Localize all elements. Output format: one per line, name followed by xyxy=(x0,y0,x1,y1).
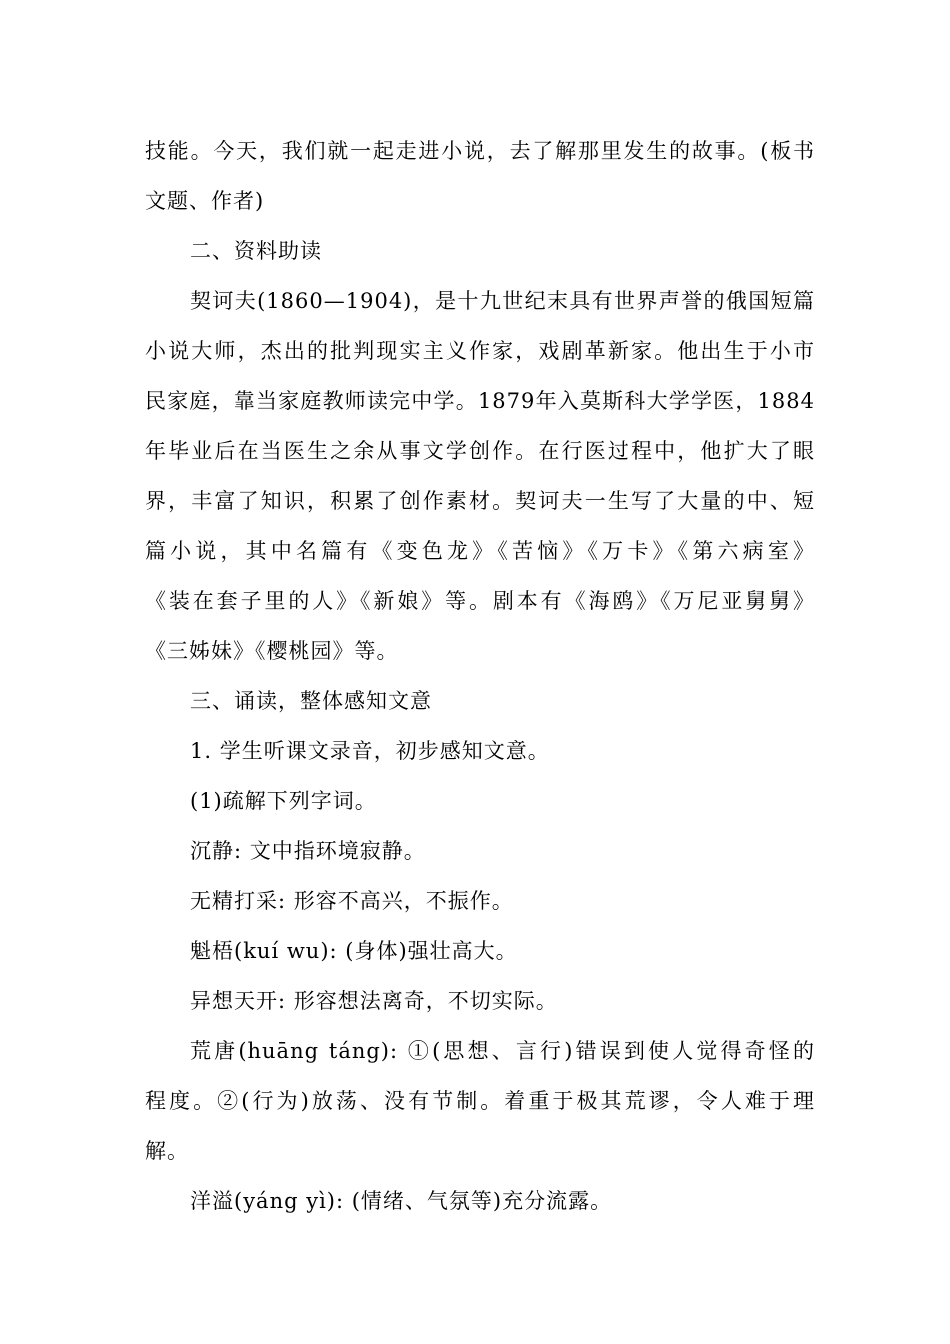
vocab-entry: 沉静: 文中指环境寂静。 xyxy=(190,839,426,863)
vocab-entry: 无精打采: 形容不高兴，不振作。 xyxy=(190,889,514,913)
list-item: 1. 学生听课文录音，初步感知文意。 xyxy=(190,739,550,763)
paragraph-line: 程度。②(行为)放荡、没有节制。着重于极其荒谬，令人难于理 xyxy=(145,1089,815,1113)
vocab-entry: 荒唐(huāng táng): ①(思想、言行)错误到使人觉得奇怪的 xyxy=(190,1039,815,1063)
paragraph-line: 民家庭，靠当家庭教师读完中学。1879年入莫斯科大学学医，1884 xyxy=(145,389,815,413)
section-heading: 二、资料助读 xyxy=(190,239,322,263)
paragraph-line: 《装在套子里的人》《新娘》等。剧本有《海鸥》《万尼亚舅舅》 xyxy=(145,589,815,613)
vocab-entry: 异想天开: 形容想法离奇，不切实际。 xyxy=(190,989,558,1013)
paragraph-line: 《三姊妹》《樱桃园》等。 xyxy=(145,639,399,663)
list-item: (1)疏解下列字词。 xyxy=(190,789,377,813)
paragraph-line: 解。 xyxy=(145,1139,189,1163)
paragraph-line: 契诃夫(1860—1904)，是十九世纪末具有世界声誉的俄国短篇 xyxy=(190,289,815,313)
vocab-entry: 魁梧(kuí wu): (身体)强壮高大。 xyxy=(190,939,518,963)
paragraph-line: 年毕业后在当医生之余从事文学创作。在行医过程中，他扩大了眼 xyxy=(145,439,815,463)
paragraph-line: 小说大师，杰出的批判现实主义作家，戏剧革新家。他出生于小市 xyxy=(145,339,815,363)
paragraph-line: 界，丰富了知识，积累了创作素材。契诃夫一生写了大量的中、短 xyxy=(145,489,815,513)
section-heading: 三、诵读，整体感知文意 xyxy=(190,689,432,713)
paragraph-line: 篇小说，其中名篇有《变色龙》《苦恼》《万卡》《第六病室》 xyxy=(145,539,815,563)
paragraph-line: 技能。今天，我们就一起走进小说，去了解那里发生的故事。(板书 xyxy=(145,139,815,163)
paragraph-line: 文题、作者) xyxy=(145,189,265,213)
vocab-entry: 洋溢(yáng yì): (情绪、气氛等)充分流露。 xyxy=(190,1189,613,1213)
